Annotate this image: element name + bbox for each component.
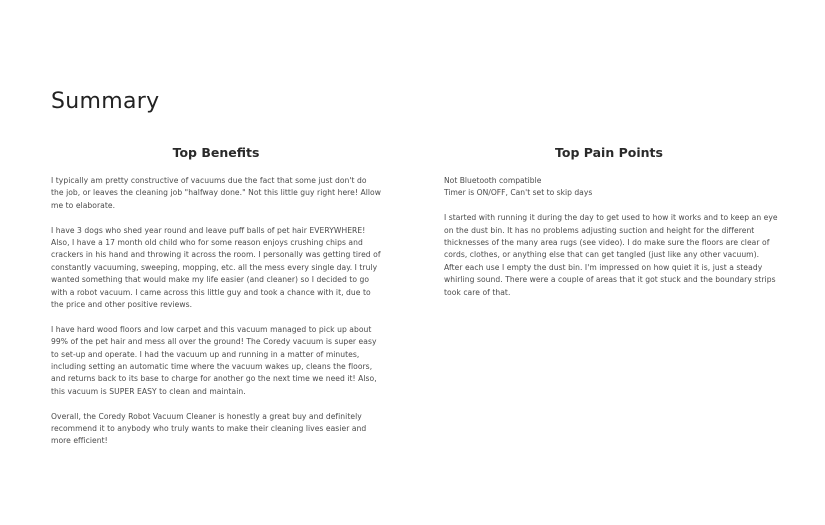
pain-point-paragraph: I started with running it during the day to get used to how it works and to keep an eye on the dust bin. It has no problems adjusting suction and height for the different thicknesses of the many area rugs (see video). I do make sure the floors are clear of cords, clothes, or anything else that can get tangled (just like any other vacuum). After each use I empty the dust bin. I'm impressed on how quiet it is, just a steady whirling sound. There were a couple of areas that it got stuck and the boundary strips took care of that. bbox=[444, 213, 778, 297]
pain-point-item: Timer is ON/OFF, Can't set to skip days bbox=[444, 188, 593, 198]
benefit-paragraph: Overall, the Coredy Robot Vacuum Cleaner is honestly a great buy and definitely recommend it to anybody who truly wants to make their cleaning lives easier and more efficient! bbox=[51, 411, 367, 446]
top-benefits-section bbox=[51, 145, 381, 460]
top-pain-points-heading: Top Pain Points bbox=[555, 145, 663, 160]
pain-points-list bbox=[444, 175, 779, 200]
page-title: Summary bbox=[51, 89, 160, 114]
benefit-paragraph: I have 3 dogs who shed year round and leave puff balls of pet hair EVERYWHERE! Also, I have a 17 month old child who for some reason enjoys crushing chips and crackers in his hand and throwing it across the room. I personally was getting tired of constantly vacuuming, sweeping, mopping, etc. all the mess every single day. I truly wanted something that would make my life easier (and cleaner) so I decided to go with a robot vacuum. I came across this little guy and took a chance with it, due to the price and other positive reviews. bbox=[51, 225, 381, 310]
top-benefits-heading: Top Benefits bbox=[172, 145, 260, 160]
benefit-paragraph: I have hard wood floors and low carpet and this vacuum managed to pick up about 99% of the pet hair and mess all over the ground! The Coredy vacuum is super easy to set-up and operate. I had the vacuum up and running in a matter of minutes, including setting an automatic time where the vacuum wakes up, cleans the floors, and returns back to its base to charge for another go the next time we need it! Also, this vacuum is SUPER EASY to clean and maintain. bbox=[51, 324, 377, 396]
top-pain-points-section bbox=[444, 145, 779, 311]
benefit-paragraph: I typically am pretty constructive of vacuums due the fact that some just don't do the job, or leaves the cleaning job "halfway done." Not this little guy right here! Allow me to elaborate. bbox=[51, 176, 381, 210]
pain-point-item: Not Bluetooth compatible bbox=[444, 176, 542, 185]
